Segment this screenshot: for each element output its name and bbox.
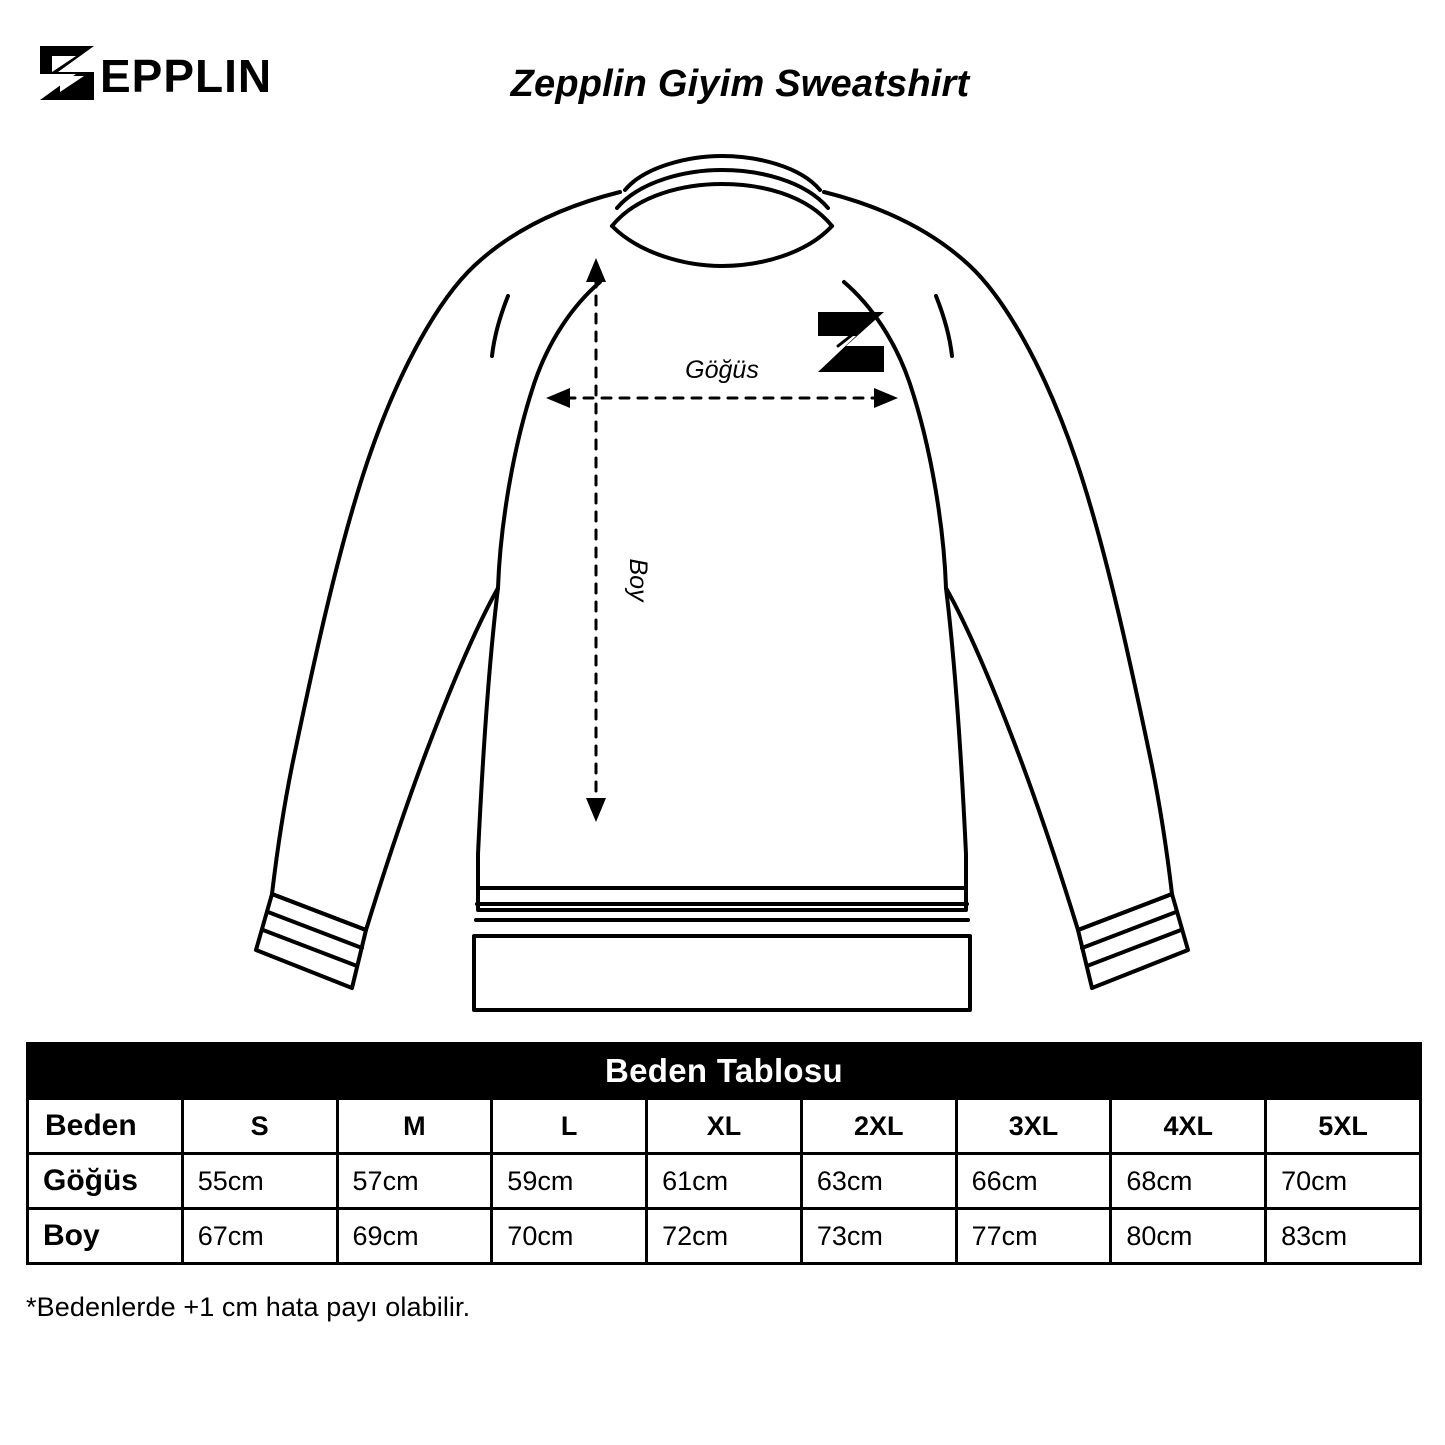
- size-table-wrap: [26, 1042, 1422, 1265]
- brand-logo: [32, 42, 272, 104]
- cell-boy-5xl: 83cm: [1266, 1209, 1421, 1264]
- chest-logo-icon: [818, 312, 884, 372]
- cell-gogus-xl: 61cm: [647, 1154, 802, 1209]
- row-label-boy: Boy: [28, 1209, 183, 1264]
- cell-boy-s: 67cm: [182, 1209, 337, 1264]
- header-beden: Beden: [28, 1099, 183, 1154]
- cell-boy-m: 69cm: [337, 1209, 492, 1264]
- sweatshirt-illustration: [0, 130, 1445, 1030]
- length-measure-arrow: [586, 258, 606, 822]
- header-size-s: S: [182, 1099, 337, 1154]
- right-sleeve-outline: [824, 192, 1172, 930]
- cell-boy-4xl: 80cm: [1111, 1209, 1266, 1264]
- cell-boy-2xl: 73cm: [801, 1209, 956, 1264]
- cell-boy-xl: 72cm: [647, 1209, 802, 1264]
- cell-gogus-3xl: 66cm: [956, 1154, 1111, 1209]
- cell-gogus-m: 57cm: [337, 1154, 492, 1209]
- header-size-xl: XL: [647, 1099, 802, 1154]
- cell-gogus-5xl: 70cm: [1266, 1154, 1421, 1209]
- body-outline: [478, 588, 966, 910]
- cell-gogus-l: 59cm: [492, 1154, 647, 1209]
- cell-boy-l: 70cm: [492, 1209, 647, 1264]
- header-size-l: L: [492, 1099, 647, 1154]
- page-title-light: Zepplin Giyim: [510, 63, 765, 105]
- chest-measure-arrow: [546, 388, 898, 408]
- right-cuff: [1078, 894, 1188, 988]
- left-sleeve-outline: [272, 192, 620, 930]
- chest-measure-label: Göğüs: [685, 356, 759, 384]
- header-size-3xl: 3XL: [956, 1099, 1111, 1154]
- left-armhole: [498, 282, 600, 588]
- header-size-2xl: 2XL: [801, 1099, 956, 1154]
- length-measure-label: Boy: [624, 558, 652, 602]
- page-title: [340, 63, 1140, 106]
- tolerance-note: *Bedenlerde +1 cm hata payı olabilir.: [26, 1292, 471, 1322]
- table-row: [28, 1154, 1421, 1209]
- z-mark-icon: [40, 46, 94, 100]
- header-size-5xl: 5XL: [1266, 1099, 1421, 1154]
- table-title-row: [28, 1044, 1421, 1099]
- collar: [612, 156, 832, 266]
- header-size-4xl: 4XL: [1111, 1099, 1266, 1154]
- cell-gogus-2xl: 63cm: [801, 1154, 956, 1209]
- row-label-gogus: Göğüs: [28, 1154, 183, 1209]
- cell-gogus-s: 55cm: [182, 1154, 337, 1209]
- left-cuff: [256, 894, 366, 988]
- page-title-bold: Sweatshirt: [775, 63, 970, 105]
- table-row: [28, 1209, 1421, 1264]
- cell-boy-3xl: 77cm: [956, 1209, 1111, 1264]
- hem-ribbing: [474, 888, 970, 1010]
- table-title: Beden Tablosu: [28, 1044, 1421, 1099]
- size-table: [26, 1042, 1422, 1265]
- svg-text:EPPLIN: EPPLIN: [100, 50, 272, 102]
- cell-gogus-4xl: 68cm: [1111, 1154, 1266, 1209]
- table-header-row: [28, 1099, 1421, 1154]
- header-size-m: M: [337, 1099, 492, 1154]
- header: [0, 0, 1445, 135]
